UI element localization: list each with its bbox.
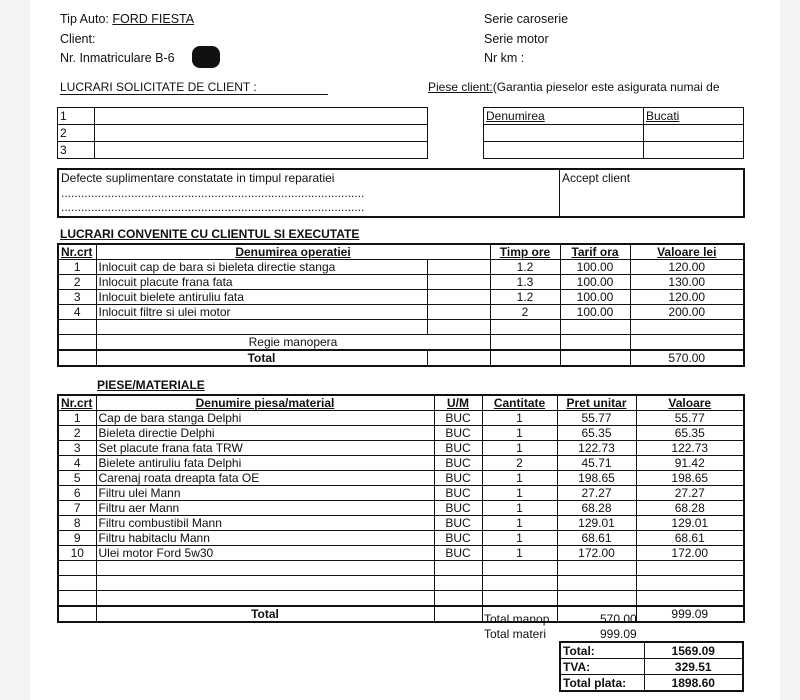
header-timp: Timp ore [490, 244, 560, 260]
cell [58, 335, 96, 351]
row-hours: 2 [490, 305, 560, 320]
row-price: 45.71 [557, 456, 636, 471]
row-value: 120.00 [630, 260, 744, 275]
summary-plata-label: Total plata: [560, 675, 644, 692]
cell [427, 350, 490, 366]
table-row [58, 576, 744, 591]
defects-label: Defecte suplimentare constatate in timpul reparatiei [61, 171, 335, 185]
cell[interactable] [644, 142, 744, 159]
request-cell[interactable] [95, 142, 428, 159]
row-name: Ulei motor Ford 5w30 [96, 546, 434, 561]
row-name: Filtru aer Mann [96, 501, 434, 516]
cell [560, 335, 630, 351]
client-parts-heading [428, 80, 720, 94]
row-nr: 1 [58, 260, 96, 275]
row-qty: 1 [482, 441, 557, 456]
table-row [58, 335, 744, 351]
tip-auto-label: Tip Auto: [60, 12, 109, 26]
header-tarif: Tarif ora [560, 244, 630, 260]
table-row [58, 501, 744, 516]
row-rate: 100.00 [560, 275, 630, 290]
serie-caroserie-label: Serie caroserie [484, 12, 569, 26]
row-nr: 7 [58, 501, 96, 516]
row-nr: 3 [58, 290, 96, 305]
row-value: 122.73 [636, 441, 744, 456]
header-pret: Pret unitar [557, 395, 636, 411]
table-row [58, 531, 744, 546]
row-hours: 1.2 [490, 260, 560, 275]
parts-body [58, 411, 744, 561]
row-nr: 6 [58, 486, 96, 501]
row-value: 68.61 [636, 531, 744, 546]
row-name: Filtru habitaclu Mann [96, 531, 434, 546]
table-row [58, 411, 744, 426]
row-nr: 2 [58, 275, 96, 290]
labor-title: LUCRARI CONVENITE CU CLIENTUL SI EXECUTATE [60, 227, 360, 241]
row-hours: 1.3 [490, 275, 560, 290]
row-value: 130.00 [630, 275, 744, 290]
table-row [58, 486, 744, 501]
cell [58, 606, 96, 622]
row-name: Bielete antiruliu fata Delphi [96, 456, 434, 471]
summary-row [560, 642, 743, 659]
row-um: BUC [434, 441, 482, 456]
client-requests-title: LUCRARI SOLICITATE DE CLIENT : [60, 80, 328, 95]
table-row [58, 471, 744, 486]
cell [58, 320, 96, 335]
row-um: BUC [434, 411, 482, 426]
row-um: BUC [434, 531, 482, 546]
request-cell[interactable] [95, 125, 428, 142]
row-price: 68.28 [557, 501, 636, 516]
row-name: Bieleta directie Delphi [96, 426, 434, 441]
nr-inmatriculare [60, 51, 204, 65]
table-row [58, 290, 744, 305]
row-qty: 1 [482, 501, 557, 516]
divider [559, 170, 560, 216]
row-qty: 1 [482, 486, 557, 501]
summary-tva-label: TVA: [560, 659, 644, 675]
regie-label: Regie manopera [96, 335, 490, 351]
request-cell[interactable] [95, 108, 428, 125]
cell [630, 320, 744, 335]
row-number: 1 [58, 108, 95, 125]
col-denumirea: Denumirea [484, 108, 644, 125]
header-operatie: Denumirea operatiei [96, 244, 490, 260]
total-materiale-label: Total materi [484, 627, 547, 641]
table-row [58, 561, 744, 576]
cell [427, 260, 490, 275]
cell [96, 320, 427, 335]
labor-total-row [58, 350, 744, 366]
summary-total-value: 1569.09 [644, 642, 743, 659]
table-row [58, 108, 428, 125]
serie-motor-label: Serie motor [484, 32, 549, 46]
row-nr: 1 [58, 411, 96, 426]
row-value: 172.00 [636, 546, 744, 561]
summary-plata-value: 1898.60 [644, 675, 743, 692]
header-denumire: Denumire piesa/material [96, 395, 434, 411]
labor-total-label: Total [96, 350, 427, 366]
cell [490, 320, 560, 335]
row-qty: 1 [482, 411, 557, 426]
table-row [58, 591, 744, 607]
cell [434, 606, 482, 622]
parts-header-row [58, 395, 744, 411]
row-um: BUC [434, 516, 482, 531]
row-um: BUC [434, 501, 482, 516]
cell [490, 335, 560, 351]
row-qty: 1 [482, 471, 557, 486]
row-price: 122.73 [557, 441, 636, 456]
parts-total-row [58, 606, 744, 622]
cell [58, 350, 96, 366]
table-row [58, 142, 428, 159]
table-row [58, 456, 744, 471]
row-nr: 3 [58, 441, 96, 456]
cell [560, 320, 630, 335]
summary-table [559, 641, 744, 692]
row-um: BUC [434, 471, 482, 486]
labor-total-value: 570.00 [630, 350, 744, 366]
row-nr: 9 [58, 531, 96, 546]
nr-km-label: Nr km : [484, 51, 525, 65]
cell [630, 335, 744, 351]
table-row [58, 546, 744, 561]
summary-row [560, 659, 743, 675]
row-value: 65.35 [636, 426, 744, 441]
row-name: Cap de bara stanga Delphi [96, 411, 434, 426]
table-row [58, 305, 744, 320]
parts-title: PIESE/MATERIALE [97, 378, 205, 392]
row-um: BUC [434, 426, 482, 441]
nr-inmatriculare-label: Nr. Inmatriculare B-6 [60, 51, 175, 65]
row-value: 55.77 [636, 411, 744, 426]
total-manopera-value: 570.00 [600, 612, 637, 626]
table-row [58, 516, 744, 531]
row-name: Inlocuit placute frana fata [96, 275, 427, 290]
row-name: Filtru combustibil Mann [96, 516, 434, 531]
table-row [58, 125, 428, 142]
row-name: Filtru ulei Mann [96, 486, 434, 501]
parts-table [57, 394, 745, 623]
total-materiale-value: 999.09 [600, 627, 637, 641]
row-qty: 2 [482, 456, 557, 471]
header-um: U/M [434, 395, 482, 411]
defects-dots-1: ........................................................................................... [61, 186, 365, 200]
row-price: 172.00 [557, 546, 636, 561]
row-name: Inlocuit bielete antiruliu fata [96, 290, 427, 305]
header-cantitate: Cantitate [482, 395, 557, 411]
row-rate: 100.00 [560, 260, 630, 275]
table-row [58, 426, 744, 441]
row-name: Inlocuit filtre si ulei motor [96, 305, 427, 320]
row-um: BUC [434, 546, 482, 561]
summary-tva-value: 329.51 [644, 659, 743, 675]
row-nr: 5 [58, 471, 96, 486]
row-price: 27.27 [557, 486, 636, 501]
col-bucati: Bucati [644, 108, 744, 125]
row-rate: 100.00 [560, 290, 630, 305]
cell[interactable] [644, 125, 744, 142]
cell [427, 320, 490, 335]
parts-total-value: 999.09 [636, 606, 744, 622]
cell[interactable] [484, 125, 644, 142]
tip-auto-value: FORD FIESTA [112, 12, 195, 26]
cell [560, 350, 630, 366]
row-value: 68.28 [636, 501, 744, 516]
table-row [58, 260, 744, 275]
row-qty: 1 [482, 531, 557, 546]
row-qty: 1 [482, 426, 557, 441]
row-rate: 100.00 [560, 305, 630, 320]
header-valoare: Valoare lei [630, 244, 744, 260]
header-valoare: Valoare [636, 395, 744, 411]
cell [427, 275, 490, 290]
tip-auto [60, 12, 194, 26]
cell [427, 305, 490, 320]
row-name: Carenaj roata dreapta fata OE [96, 471, 434, 486]
row-number: 2 [58, 125, 95, 142]
row-price: 68.61 [557, 531, 636, 546]
row-name: Inlocuit cap de bara si bieleta directie stanga [96, 260, 427, 275]
table-row [58, 275, 744, 290]
row-um: BUC [434, 456, 482, 471]
client-parts-note: (Garantia pieselor este asigurata numai de [492, 80, 720, 94]
summary-row [560, 675, 743, 692]
row-hours: 1.2 [490, 290, 560, 305]
cell [490, 350, 560, 366]
row-nr: 2 [58, 426, 96, 441]
row-nr: 4 [58, 456, 96, 471]
parts-total-label: Total [96, 606, 434, 622]
defects-dots-2: ........................................................................................... [61, 200, 365, 214]
row-price: 65.35 [557, 426, 636, 441]
row-nr: 4 [58, 305, 96, 320]
table-row [484, 142, 744, 159]
row-nr: 8 [58, 516, 96, 531]
header-nrcrt: Nr.crt [58, 395, 96, 411]
table-row [58, 320, 744, 335]
client-label: Client: [60, 32, 96, 46]
row-qty: 1 [482, 546, 557, 561]
row-value: 91.42 [636, 456, 744, 471]
row-value: 120.00 [630, 290, 744, 305]
table-row [58, 441, 744, 456]
row-price: 198.65 [557, 471, 636, 486]
row-um: BUC [434, 486, 482, 501]
row-value: 200.00 [630, 305, 744, 320]
labor-header-row [58, 244, 744, 260]
row-name: Set placute frana fata TRW [96, 441, 434, 456]
client-parts-table [483, 107, 744, 159]
table-row [484, 108, 744, 125]
header-nrcrt: Nr.crt [58, 244, 96, 260]
cell [427, 290, 490, 305]
summary-total-label: Total: [560, 642, 644, 659]
defects-box [57, 168, 745, 218]
row-price: 55.77 [557, 411, 636, 426]
client-parts-title: Piese client: [428, 80, 493, 94]
cell[interactable] [484, 142, 644, 159]
labor-table [57, 243, 745, 367]
client-requests-table [57, 107, 428, 159]
row-qty: 1 [482, 516, 557, 531]
row-value: 129.01 [636, 516, 744, 531]
table-row [484, 125, 744, 142]
row-value: 27.27 [636, 486, 744, 501]
document-page [30, 0, 780, 700]
row-value: 198.65 [636, 471, 744, 486]
accept-client-label: Accept client [562, 171, 631, 185]
redaction-mark [192, 46, 220, 68]
row-nr: 10 [58, 546, 96, 561]
row-price: 129.01 [557, 516, 636, 531]
row-number: 3 [58, 142, 95, 159]
total-manopera-label: Total manop [484, 612, 550, 626]
